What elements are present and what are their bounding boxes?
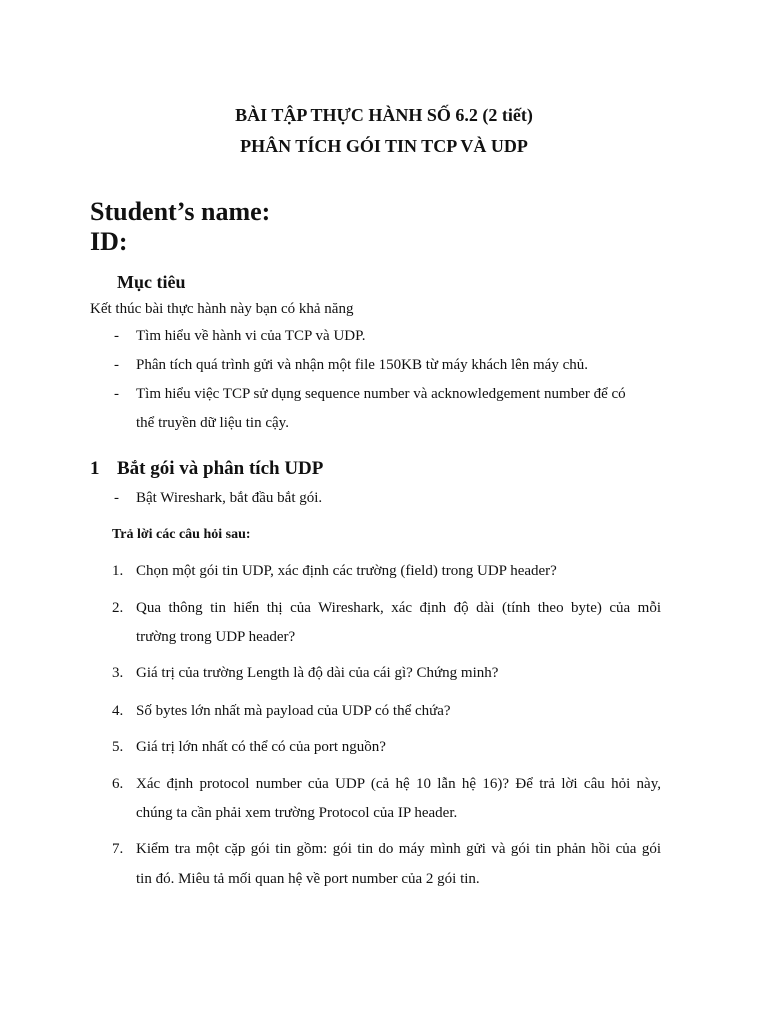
question-text: chúng ta cần phải xem trường Protocol của IP header. [136,805,458,821]
student-id-label: ID: [90,227,128,256]
document-title: BÀI TẬP THỰC HÀNH SỐ 6.2 (2 tiết) [235,105,533,125]
question-text: Số bytes lớn nhất mà payload của UDP có thể chứa? [136,703,451,719]
bullet-dash: - [114,490,119,506]
objectives-heading: Mục tiêu [117,272,186,292]
question-number: 1. [112,563,124,579]
question-text: Chọn một gói tin UDP, xác định các trường (field) trong UDP header? [136,563,557,579]
bullet-dash: - [114,328,119,344]
question-number: 4. [112,703,124,719]
question-text: tin đó. Miêu tả mối quan hệ về port number của 2 gói tin. [136,871,480,887]
bullet-dash: - [114,357,119,373]
question-text: trường trong UDP header? [136,629,296,645]
objectives-intro: Kết thúc bài thực hành này bạn có khả năng [90,301,354,317]
question-text: Xác định protocol number của UDP (cả hệ 10 lẫn hệ 16)? Để trả lời câu hỏi này, [136,776,661,792]
question-text: Kiểm tra một cặp gói tin gồm: gói tin do máy mình gửi và gói tin phản hồi của gói [136,841,661,857]
question-text: Giá trị lớn nhất có thể có của port nguồn? [136,739,386,755]
student-name-label: Student’s name: [90,197,271,226]
objective-text: thể truyền dữ liệu tin cậy. [136,415,289,431]
question-number: 7. [112,841,124,857]
questions-heading: Trả lời các câu hỏi sau: [112,527,251,542]
objective-text: Tìm hiểu việc TCP sử dụng sequence number và acknowledgement number để có [136,386,626,402]
question-text: Giá trị của trường Length là độ dài của cái gì? Chứng minh? [136,665,499,681]
question-number: 5. [112,739,124,755]
instruction-text: Bật Wireshark, bắt đầu bắt gói. [136,490,323,506]
question-number: 6. [112,776,124,792]
bullet-dash: - [114,386,119,402]
question-text: Qua thông tin hiển thị của Wireshark, xác định độ dài (tính theo byte) của mỗi [136,600,661,616]
objective-text: Phân tích quá trình gửi và nhận một file 150KB từ máy khách lên máy chủ. [136,357,588,373]
section-number: 1 [90,458,100,479]
question-number: 3. [112,665,124,681]
section-title: Bắt gói và phân tích UDP [117,458,324,479]
objective-text: Tìm hiểu về hành vi của TCP và UDP. [136,328,366,344]
document-subtitle: PHÂN TÍCH GÓI TIN TCP VÀ UDP [240,136,528,156]
question-number: 2. [112,600,124,616]
